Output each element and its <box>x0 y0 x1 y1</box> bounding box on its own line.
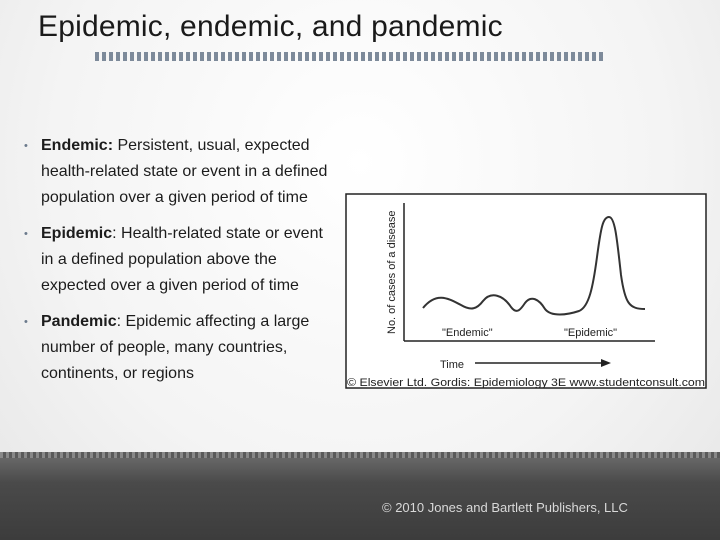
bullet-term: Pandemic <box>41 313 117 330</box>
slide-title: Epidemic, endemic, and pandemic <box>38 10 503 43</box>
title-divider <box>95 52 605 61</box>
bullet-dot-icon: • <box>24 140 28 152</box>
bullet-term: Endemic: <box>41 137 114 154</box>
footer-bar <box>0 452 720 540</box>
bullet-pandemic <box>24 309 334 387</box>
epidemic-curve-figure <box>345 191 707 391</box>
bullet-list <box>24 133 334 397</box>
bullet-text: : Epidemic affecting a large number of people, many countries, continents, or regions <box>41 313 310 382</box>
bullet-endemic <box>24 133 334 211</box>
figure-frame <box>346 194 706 388</box>
epidemic-curve-diagram <box>345 191 707 391</box>
bullet-epidemic <box>24 221 334 299</box>
bullet-dot-icon: • <box>24 316 28 328</box>
figure-credit: © Elsevier Ltd. Gordis: Epidemiology 3E www.studentconsult.com <box>347 377 705 389</box>
epidemic-label: "Epidemic" <box>564 327 618 339</box>
x-axis-label: Time <box>440 359 465 371</box>
footer-copyright: © 2010 Jones and Bartlett Publishers, LLC <box>382 500 628 515</box>
bullet-dot-icon: • <box>24 228 28 240</box>
bullet-text: Persistent, usual, expected health-related state or event in a defined population over a given period of time <box>41 137 328 206</box>
bullet-text: : Health-related state or event in a defined population above the expected over a given period of time <box>41 225 323 294</box>
bullet-term: Epidemic <box>41 225 113 242</box>
y-axis-label: No. of cases of a disease <box>386 210 398 334</box>
endemic-label: "Endemic" <box>442 327 493 339</box>
